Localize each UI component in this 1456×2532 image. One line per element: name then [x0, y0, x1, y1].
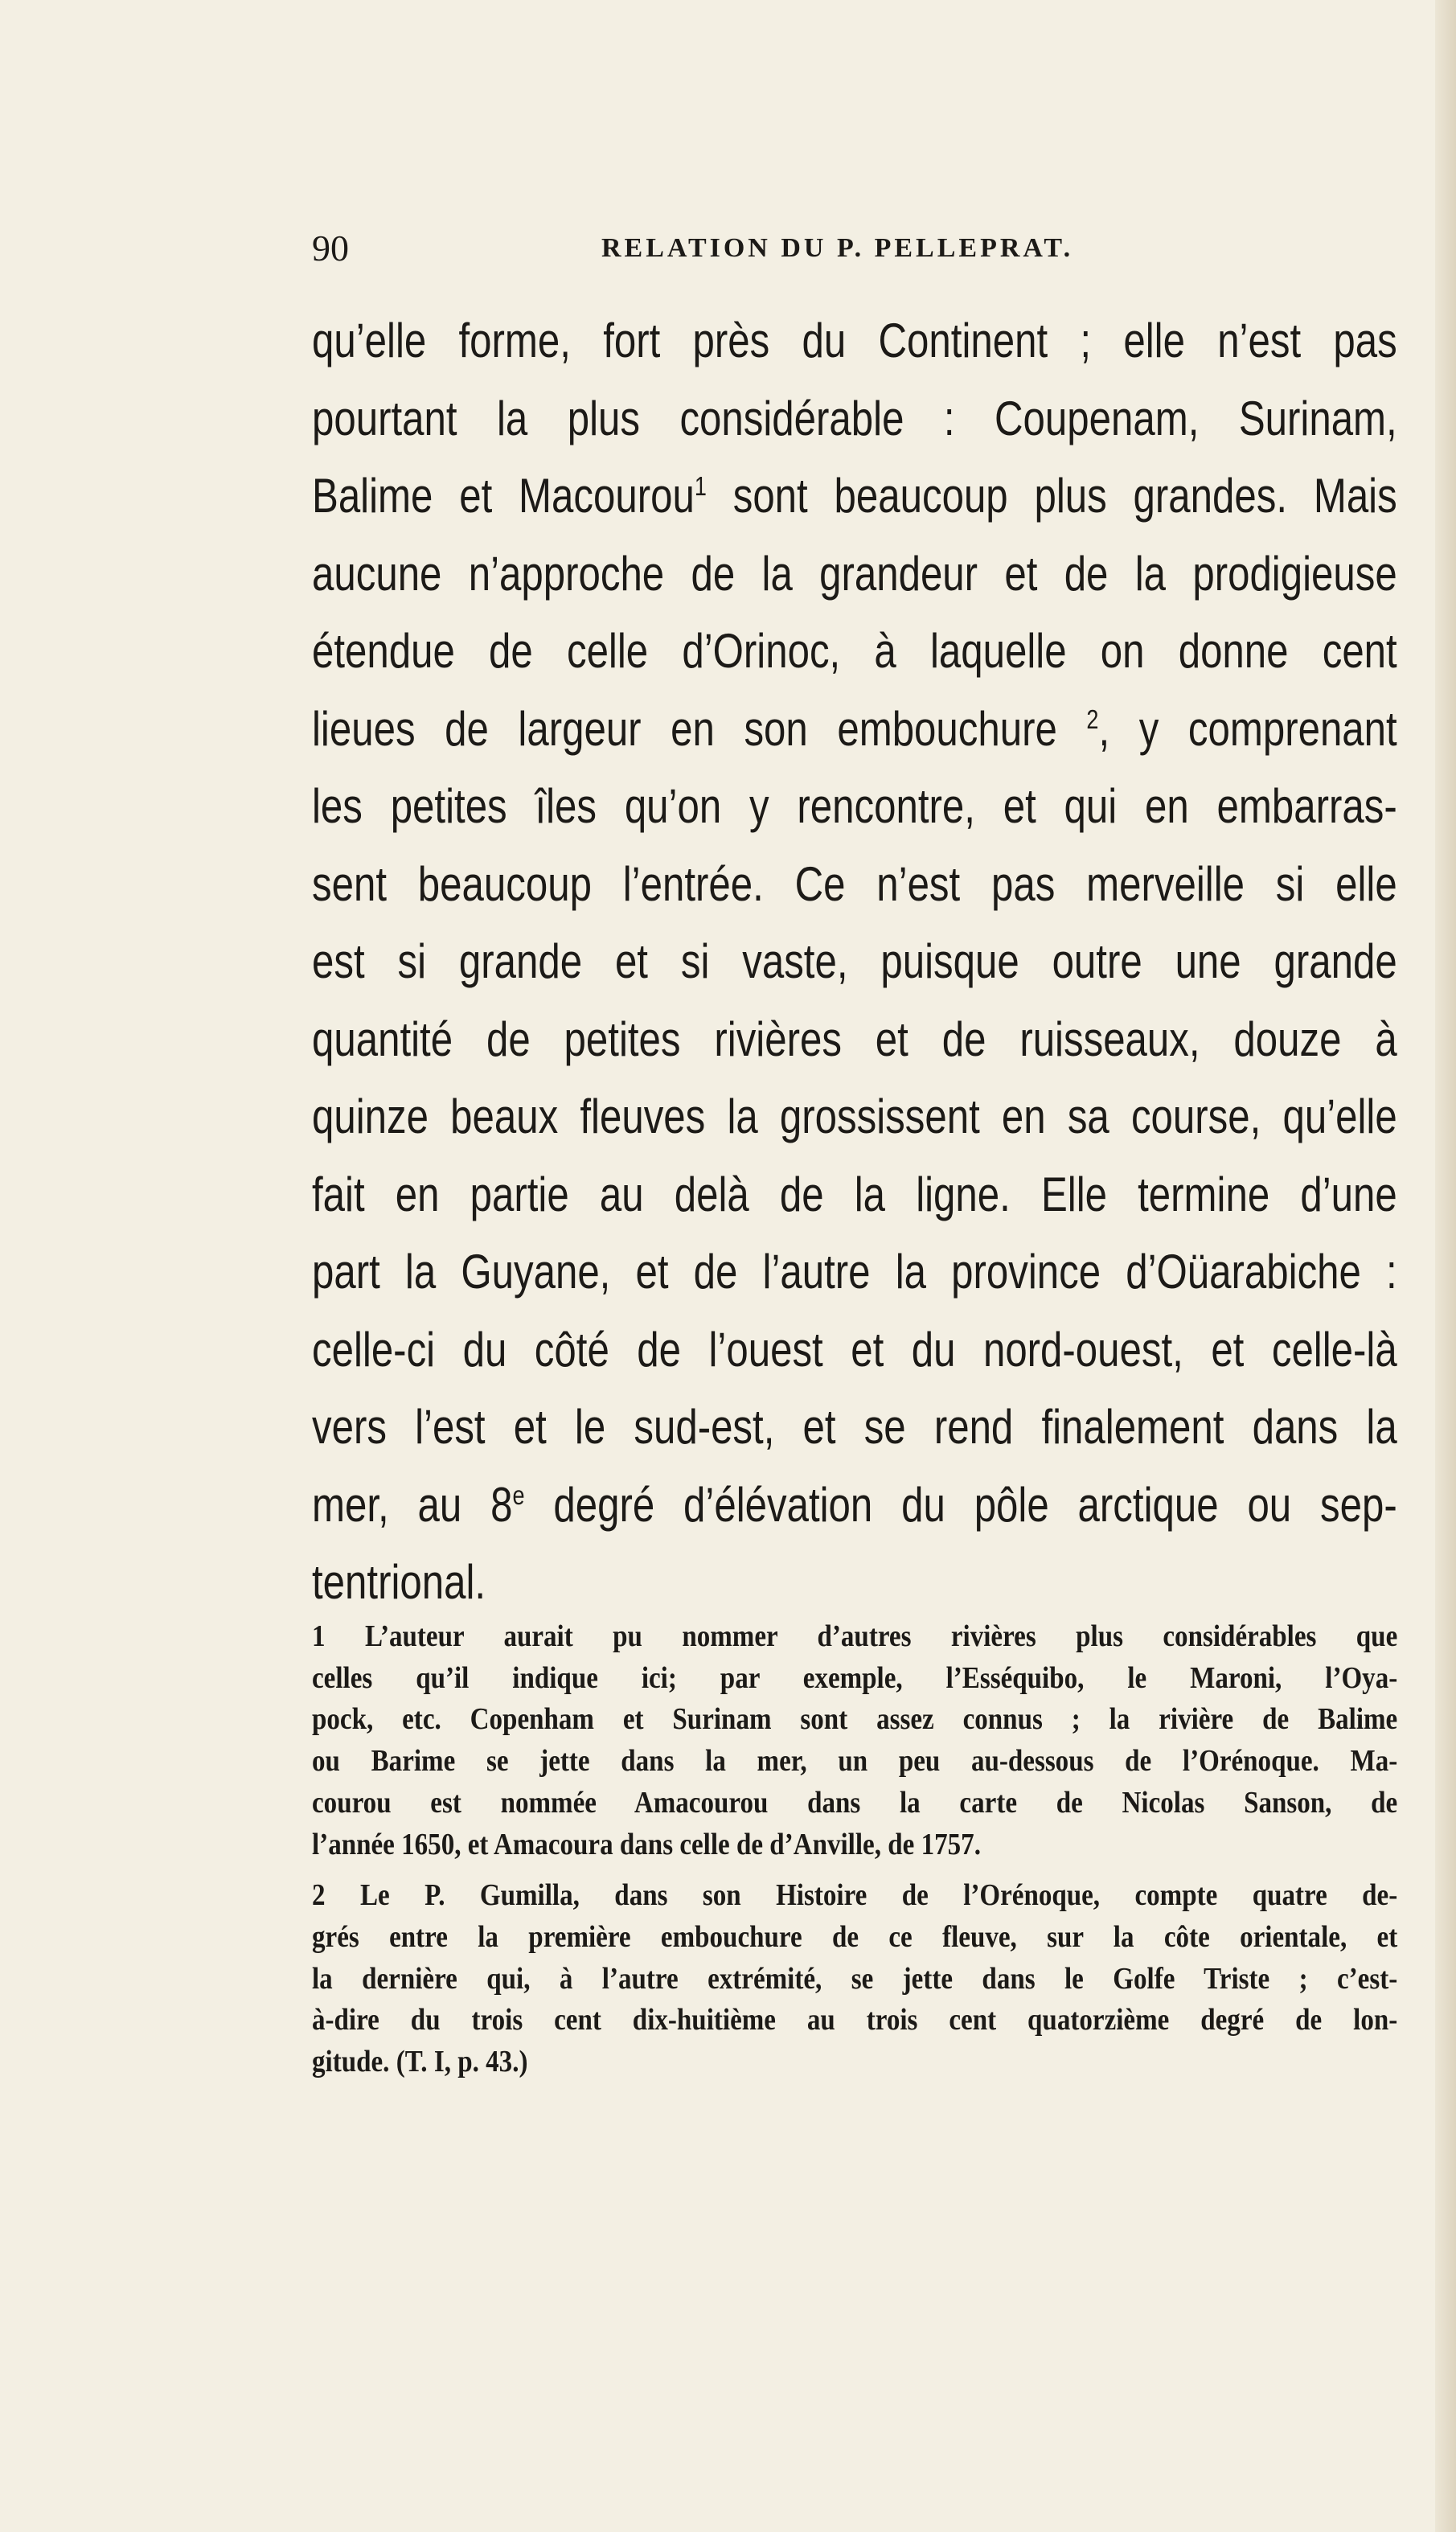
footnote-line: gitude. (T. I, p. 43.) [312, 2045, 528, 2079]
running-head: RELATION DU P. PELLEPRAT. [601, 233, 1074, 263]
page-header [312, 227, 1397, 275]
footnote-line: celles qu’il indique ici; par exemple, l’Esséquibo, le Maroni, l’Oya- [312, 1660, 1398, 1695]
footnote-line: pock, etc. Copenham et Surinam sont assez connus ; la rivière de Balime [312, 1702, 1398, 1737]
footnote-line: ou Barime se jette dans la mer, un peu au-dessous de l’Orénoque. Ma- [312, 1744, 1398, 1779]
footnote-ref: 2 [1086, 704, 1099, 734]
body-line: étendue de celle d’Orinoc, à laquelle on donne cent [312, 624, 1397, 678]
footnote-line: 2 Le P. Gumilla, dans son Histoire de l’Orénoque, compte quatre de- [312, 1878, 1398, 1913]
body-line: qu’elle forme, fort près du Continent ; elle n’est pas [312, 314, 1397, 367]
footnote-2 [312, 1875, 1397, 2083]
body-line: Balime et Macourou$^1$ sont beaucoup plus grandes. Mais [312, 469, 1397, 523]
body-line: quinze beaux fleuves la grossissent en sa course, qu’elle [312, 1090, 1397, 1143]
footnote-ref: 1 [694, 471, 707, 501]
footnote-line: la dernière qui, à l’autre extrémité, se jette dans le Golfe Triste ; c’est- [312, 1961, 1398, 1996]
footnote-marker: 1 [312, 1619, 326, 1653]
body-line: aucune n’approche de la grandeur et de la prodigieuse [312, 546, 1397, 601]
footnote-line: grés entre la première embouchure de ce fleuve, sur la côte orientale, et [312, 1919, 1398, 1954]
body-line: mer, au 8e degré d’élévation du pôle arctique ou sep- [312, 1477, 1397, 1532]
footnote-marker: 2 [312, 1878, 326, 1913]
body-line: fait en partie au delà de la ligne. Elle termine d’une [312, 1167, 1397, 1221]
body-line: tentrional. [312, 1555, 486, 1609]
body-line: celle-ci du côté de l’ouest et du nord-ouest, et celle-là [312, 1322, 1397, 1377]
footnote-1 [312, 1616, 1397, 1865]
page-number: 90 [312, 228, 349, 269]
body-text [312, 302, 1397, 1622]
page-edge [1435, 0, 1456, 2532]
footnotes [312, 1616, 1397, 2083]
body-line: part la Guyane, et de l’autre la province d’Oüarabiche : [312, 1245, 1397, 1299]
body-line: pourtant la plus considérable : Coupenam, Surinam, [312, 391, 1397, 445]
body-line: les petites îles qu’on y rencontre, et qui en embarras- [312, 779, 1397, 833]
footnote-line: à-dire du trois cent dix-huitième au trois cent quatorzième degré de lon- [312, 2003, 1398, 2038]
footnote-line: l’année 1650, et Amacoura dans celle de d’Anville, de 1757. [312, 1827, 981, 1861]
footnote-line: 1 L’auteur aurait pu nommer d’autres rivières plus considérables que [312, 1619, 1398, 1653]
body-line: sent beaucoup l’entrée. Ce n’est pas merveille si elle [312, 856, 1397, 911]
body-line: quantité de petites rivières et de ruisseaux, douze à [312, 1012, 1397, 1066]
footnote-line: courou est nommée Amacourou dans la carte de Nicolas Sanson, de [312, 1785, 1398, 1820]
body-line: est si grande et si vaste, puisque outre une grande [312, 934, 1397, 988]
body-line: lieues de largeur en son embouchure $^2$, y comprenant [312, 701, 1397, 756]
ordinal-suffix: e [512, 1479, 525, 1510]
body-line: vers l’est et le sud-est, et se rend finalement dans la [312, 1400, 1397, 1454]
